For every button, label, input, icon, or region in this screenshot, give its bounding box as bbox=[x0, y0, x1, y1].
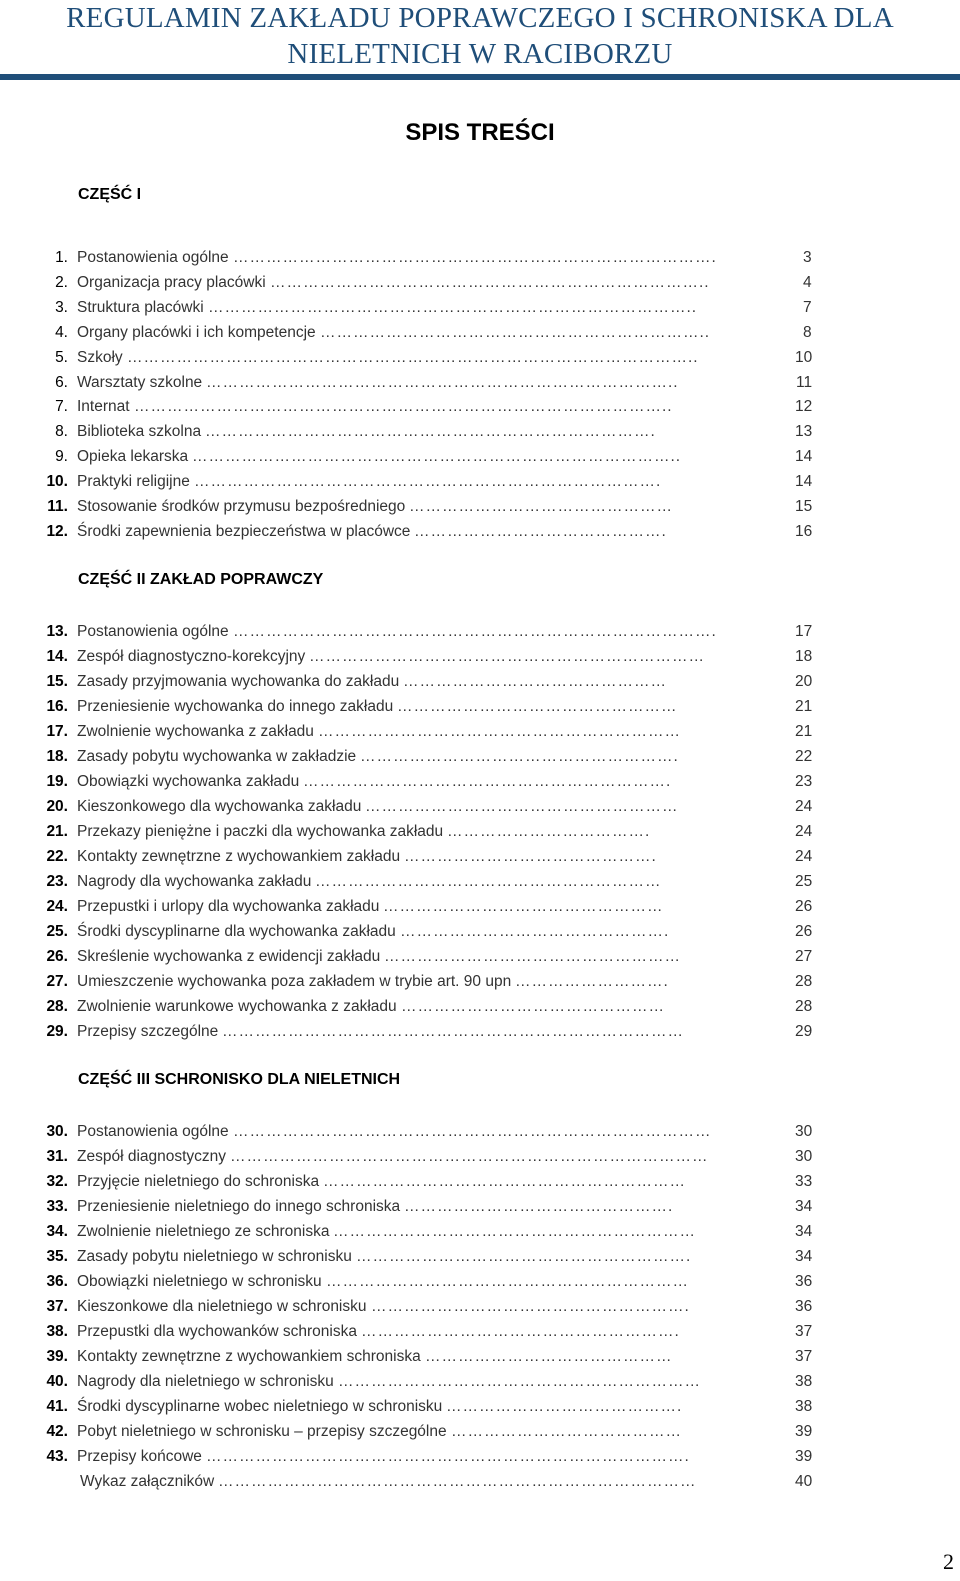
toc-entry-leader: …………………………………………………………….. bbox=[320, 323, 711, 341]
toc-entry bbox=[40, 1021, 840, 1043]
toc-entry bbox=[40, 421, 840, 443]
toc-entry-title: Zespół diagnostyczny bbox=[77, 1148, 227, 1165]
toc-entry bbox=[40, 846, 840, 868]
toc-entry-number: 25. bbox=[46, 923, 68, 940]
toc-entry-number: 29. bbox=[46, 1023, 68, 1040]
toc-entry-page: 10 bbox=[795, 348, 813, 366]
toc-entry-number: 41. bbox=[46, 1398, 68, 1415]
toc-entry-number: 16. bbox=[46, 698, 68, 715]
toc-entry-leader: …………………………………………………………. bbox=[303, 773, 672, 790]
toc-entry-leader: ……………………………………………………………………………. bbox=[206, 1448, 690, 1465]
toc-entry-number: 17. bbox=[46, 723, 68, 740]
toc-entry-number: 42. bbox=[46, 1423, 68, 1440]
header-rule bbox=[0, 74, 960, 80]
toc-entry-page: 20 bbox=[795, 673, 813, 690]
toc-entry-title: Środki zapewnienia bezpieczeństwa w placówce bbox=[77, 522, 411, 540]
toc-entry-title: Praktyki religijne bbox=[77, 473, 190, 491]
toc-entry bbox=[40, 696, 840, 718]
toc-entry-number: 10. bbox=[46, 473, 68, 491]
toc-entry-page: 27 bbox=[795, 948, 813, 965]
toc-entry-number: 8. bbox=[55, 423, 68, 441]
toc-entry-title: Kontakty zewnętrzne z wychowankiem schroniska bbox=[77, 1348, 421, 1365]
toc-entry-number: 38. bbox=[46, 1323, 68, 1340]
toc-entry-title: Środki dyscyplinarne wobec nieletniego w schronisku bbox=[77, 1398, 443, 1415]
toc-entry-leader: ………………………………………… bbox=[403, 673, 667, 690]
toc-entry-number: 28. bbox=[46, 998, 68, 1015]
toc-entry-leader: ………………………………………… bbox=[409, 498, 673, 515]
toc-entry-leader: …………………………………… bbox=[451, 1423, 682, 1440]
toc-entry-title: Opieka lekarska bbox=[77, 448, 189, 466]
toc-entry bbox=[40, 1346, 840, 1368]
toc-entry bbox=[40, 1471, 840, 1493]
toc-entry-title: Warsztaty szkolne bbox=[77, 373, 203, 391]
toc-entry-page: 14 bbox=[795, 473, 813, 491]
toc-entry-number: 27. bbox=[46, 973, 68, 990]
toc-entry-leader: ………………………………………………………… bbox=[338, 1373, 701, 1390]
toc-entry-page: 25 bbox=[795, 873, 813, 890]
toc-entry bbox=[40, 272, 840, 294]
toc-entry-number: 31. bbox=[46, 1148, 68, 1165]
toc-entry-page: 33 bbox=[795, 1173, 813, 1190]
toc-entry-leader: …………………………………………………. bbox=[361, 1323, 680, 1340]
header-line-1: REGULAMIN ZAKŁADU POPRAWCZEGO I SCHRONISKA DLA bbox=[66, 2, 894, 34]
toc-entry-leader: …………………………………………………………………………………….. bbox=[134, 398, 673, 416]
toc-entry bbox=[40, 671, 840, 693]
toc-entry-page: 34 bbox=[795, 1248, 813, 1265]
toc-entry-page: 34 bbox=[795, 1223, 813, 1240]
toc-entry bbox=[40, 971, 840, 993]
toc-entry-number: 4. bbox=[55, 323, 68, 341]
toc-entry-leader: ……………………………………. bbox=[446, 1398, 683, 1415]
toc-entry bbox=[40, 347, 840, 369]
toc-entry-number: 30. bbox=[46, 1123, 68, 1140]
toc-entry-page: 36 bbox=[795, 1298, 813, 1315]
toc-entry-number: 18. bbox=[46, 748, 68, 765]
toc-entry-title: Zasady pobytu wychowanka w zakładzie bbox=[77, 748, 357, 765]
toc-entry-page: 12 bbox=[795, 398, 813, 416]
toc-entry bbox=[40, 247, 840, 269]
toc-entry-title: Przepustki i urlopy dla wychowanka zakładu bbox=[77, 898, 380, 915]
toc-entry bbox=[40, 446, 840, 468]
toc-entry-leader: ………………………………………………………………………… bbox=[222, 1023, 684, 1040]
toc-entry-title: Stosowanie środków przymusu bezpośredniego bbox=[77, 498, 406, 515]
toc-entry-page: 30 bbox=[795, 1148, 813, 1165]
toc-entry-title: Struktura placówki bbox=[77, 298, 204, 316]
toc-entry-leader: …………………………………………………. bbox=[360, 748, 679, 765]
toc-entry-title: Przeniesienie nieletniego do innego schroniska bbox=[77, 1198, 401, 1215]
toc-entry bbox=[40, 297, 840, 319]
toc-entry bbox=[40, 1246, 840, 1268]
toc-entry-page: 29 bbox=[795, 1023, 813, 1040]
toc-entry-number: 39. bbox=[46, 1348, 68, 1365]
toc-entry bbox=[40, 1196, 840, 1218]
toc-entry bbox=[40, 1296, 840, 1318]
toc-entry-page: 26 bbox=[795, 898, 813, 915]
toc-entry-leader: …………………………………………………. bbox=[371, 1298, 690, 1315]
toc-entry-leader: ……………………………………………………………………………. bbox=[233, 623, 717, 640]
toc-entry-leader: ………………………………………………………………………………………….. bbox=[127, 348, 699, 366]
toc-entry-title: Kontakty zewnętrzne z wychowankiem zakładu bbox=[77, 848, 401, 865]
toc-entry-page: 40 bbox=[795, 1473, 813, 1490]
toc-entry bbox=[40, 821, 840, 843]
toc-entry-page: 38 bbox=[795, 1398, 813, 1415]
toc-entry-page: 18 bbox=[795, 648, 813, 665]
toc-entry-page: 24 bbox=[795, 848, 813, 865]
toc-entry bbox=[40, 871, 840, 893]
toc-entry-leader: …………………………………………… bbox=[397, 698, 678, 715]
toc-entry bbox=[40, 921, 840, 943]
toc-entry-number: 21. bbox=[46, 823, 68, 840]
toc-entry-leader: …………………………………………. bbox=[404, 1198, 674, 1215]
toc-entry bbox=[40, 396, 840, 418]
toc-entry bbox=[40, 996, 840, 1018]
toc-entry bbox=[40, 1121, 840, 1143]
toc-entry-page: 24 bbox=[795, 823, 813, 840]
section-heading-1: CZĘŚĆ I bbox=[78, 186, 142, 203]
toc-entry-number: 15. bbox=[46, 673, 68, 690]
toc-entry bbox=[40, 322, 840, 344]
toc-entry-leader: ………………………………………………………………………. bbox=[205, 423, 656, 441]
toc-entry bbox=[40, 771, 840, 793]
toc-entry-title: Zwolnienie warunkowe wychowanka z zakładu bbox=[77, 998, 397, 1015]
toc-entry bbox=[40, 471, 840, 493]
toc-entry-title: Nagrody dla wychowanka zakładu bbox=[77, 873, 312, 890]
toc-entry bbox=[40, 1321, 840, 1343]
toc-entry-page: 26 bbox=[795, 923, 813, 940]
toc-entry-number: 43. bbox=[46, 1448, 68, 1465]
header-line-2: NIELETNICH W RACIBORZU bbox=[287, 38, 673, 70]
toc-entry-leader: ………………………………………………………………………….. bbox=[206, 373, 679, 391]
toc-entry-page: 3 bbox=[803, 249, 812, 266]
toc-entry-leader: ……………………………………… bbox=[425, 1348, 673, 1365]
toc-entry-page: 4 bbox=[803, 273, 812, 291]
toc-entry bbox=[40, 621, 840, 643]
toc-entry-number: 23. bbox=[46, 873, 68, 890]
toc-entry-title: Obowiązki nieletniego w schronisku bbox=[77, 1273, 322, 1290]
toc-entry-page: 36 bbox=[795, 1273, 813, 1290]
toc-entry-leader: ………………………………………… bbox=[401, 998, 665, 1015]
toc-entry-leader: ………………………………………………………… bbox=[326, 1273, 689, 1290]
toc-entry-number: 35. bbox=[46, 1248, 68, 1265]
toc-entry bbox=[40, 1221, 840, 1243]
toc-entry-leader: …………………………………………………………………………….. bbox=[208, 298, 698, 316]
toc-entry-page: 39 bbox=[795, 1448, 813, 1465]
toc-entry-leader: …………………………………………………………………….. bbox=[270, 273, 710, 291]
toc-entry-number: 20. bbox=[46, 798, 68, 815]
toc-entry-leader: …………………………………………………………………………. bbox=[194, 473, 662, 491]
toc-entry-leader: ……………………………………………………………………………. bbox=[233, 249, 717, 266]
toc-entry bbox=[40, 1171, 840, 1193]
toc-entry bbox=[40, 521, 840, 543]
toc-entry-number: 24. bbox=[46, 898, 68, 915]
toc-entry-leader: …………………………………………. bbox=[400, 923, 670, 940]
toc-entry-page: 21 bbox=[795, 698, 813, 715]
toc-entry-number: 19. bbox=[46, 773, 68, 790]
toc-entry-title: Szkoły bbox=[77, 348, 123, 366]
toc-entry-title: Kieszonkowego dla wychowanka zakładu bbox=[77, 798, 362, 815]
toc-entry-leader: …………………………………………………………………………… bbox=[218, 1473, 697, 1490]
toc-entry-number: 3. bbox=[55, 298, 68, 316]
toc-entry-page: 22 bbox=[795, 748, 813, 765]
toc-entry-leader: ……………………………………………………… bbox=[315, 873, 662, 890]
document-header bbox=[0, 0, 960, 80]
toc-entry-leader: …………………………………………………………………………….. bbox=[192, 448, 682, 466]
toc-entry-title: Zespół diagnostyczno-korekcyjny bbox=[77, 648, 306, 665]
toc-entry-number: 33. bbox=[46, 1198, 68, 1215]
toc-entry-number: 14. bbox=[46, 648, 68, 665]
toc-entry-title: Kieszonkowe dla nieletniego w schronisku bbox=[77, 1298, 367, 1315]
toc-entry-page: 37 bbox=[795, 1348, 813, 1365]
toc-entry-leader: ………………………………………. bbox=[404, 848, 657, 865]
page-number: 2 bbox=[943, 1549, 954, 1574]
toc-entry bbox=[40, 946, 840, 968]
toc-entry-number: 5. bbox=[55, 348, 68, 366]
toc-entry-title: Przyjęcie nieletniego do schroniska bbox=[77, 1173, 320, 1190]
toc-entry-title: Wykaz załączników bbox=[80, 1473, 215, 1490]
toc-entry bbox=[40, 721, 840, 743]
section-heading-2: CZĘŚĆ II ZAKŁAD POPRAWCZY bbox=[78, 571, 324, 588]
toc-entry-page: 11 bbox=[796, 373, 813, 391]
section-heading-3: CZĘŚĆ III SCHRONISKO DLA NIELETNICH bbox=[78, 1071, 401, 1088]
toc-entry bbox=[40, 796, 840, 818]
toc-entry-title: Biblioteka szkolna bbox=[77, 423, 202, 441]
toc-entry bbox=[40, 1421, 840, 1443]
toc-entry-page: 16 bbox=[795, 522, 813, 540]
toc-entry-title: Nagrody dla nieletniego w schronisku bbox=[77, 1373, 334, 1390]
toc-entry-title: Środki dyscyplinarne dla wychowanka zakładu bbox=[77, 923, 396, 940]
toc-entry-leader: …………………………………………………………………………… bbox=[230, 1148, 709, 1165]
toc-entry bbox=[40, 1371, 840, 1393]
toc-entry-number: 26. bbox=[46, 948, 68, 965]
toc-entry-title: Postanowienia ogólne bbox=[77, 1123, 229, 1140]
toc-entry-title: Przepustki dla wychowanków schroniska bbox=[77, 1323, 357, 1340]
toc-entry-title: Obowiązki wychowanka zakładu bbox=[77, 773, 300, 790]
toc-entry-page: 24 bbox=[795, 798, 813, 815]
toc-entry-title: Postanowienia ogólne bbox=[77, 249, 229, 266]
toc-entry-leader: …………………………………………………………………………… bbox=[233, 1123, 712, 1140]
toc-entry-leader: ………………………………………………………… bbox=[333, 1223, 696, 1240]
toc-entry-title: Przepisy końcowe bbox=[77, 1448, 202, 1465]
toc-entry-title: Zasady pobytu nieletniego w schronisku bbox=[77, 1248, 352, 1265]
toc-entry-title: Zwolnienie wychowanka z zakładu bbox=[77, 723, 314, 740]
toc-entry-page: 14 bbox=[795, 448, 813, 466]
toc-entry-number: 36. bbox=[46, 1273, 68, 1290]
toc-title: SPIS TREŚCI bbox=[405, 119, 555, 146]
toc-entry-page: 17 bbox=[795, 623, 813, 640]
toc-entry-page: 30 bbox=[795, 1123, 813, 1140]
toc-entry-page: 21 bbox=[795, 723, 813, 740]
toc-entry-page: 8 bbox=[803, 323, 812, 341]
toc-entry-title: Przekazy pieniężne i paczki dla wychowanka zakładu bbox=[77, 823, 444, 840]
toc-entry bbox=[40, 1446, 840, 1468]
toc-entry-number: 9. bbox=[55, 448, 68, 466]
toc-entry-title: Organizacja pracy placówki bbox=[77, 273, 266, 291]
toc-entry-number: 1. bbox=[55, 249, 68, 266]
toc-entry-page: 28 bbox=[795, 998, 813, 1015]
toc-entry-leader: ………………………………………………………… bbox=[323, 1173, 686, 1190]
toc-entry-leader: ………………………………………………………… bbox=[318, 723, 681, 740]
toc-entry-page: 23 bbox=[795, 773, 813, 790]
toc-entry bbox=[40, 1271, 840, 1293]
toc-entry-page: 28 bbox=[795, 973, 813, 990]
toc-entry-page: 38 bbox=[795, 1373, 813, 1390]
toc-entry-page: 39 bbox=[795, 1423, 813, 1440]
toc-entry-page: 37 bbox=[795, 1323, 813, 1340]
toc-entry-number: 11. bbox=[47, 498, 68, 515]
toc-entry bbox=[40, 646, 840, 668]
toc-entry-title: Zwolnienie nieletniego ze schroniska bbox=[77, 1223, 330, 1240]
toc-entry-page: 7 bbox=[803, 298, 812, 316]
toc-entry-leader: ……………………………………………………. bbox=[356, 1248, 692, 1265]
toc-entry-number: 34. bbox=[46, 1223, 68, 1240]
toc-entry-number: 13. bbox=[46, 623, 68, 640]
toc-entry-title: Zasady przyjmowania wychowanka do zakładu bbox=[77, 673, 400, 690]
toc-entry-number: 7. bbox=[55, 398, 68, 416]
toc-entry bbox=[40, 896, 840, 918]
toc-entry-leader: ……………………………………………… bbox=[384, 948, 681, 965]
toc-entry bbox=[40, 746, 840, 768]
toc-entry bbox=[40, 372, 840, 394]
toc-entry-leader: ………………………………………. bbox=[414, 522, 667, 540]
toc-entry-title: Umieszczenie wychowanka poza zakładem w trybie art. 90 upn bbox=[77, 973, 512, 990]
toc-entry-title: Pobyt nieletniego w schronisku – przepisy szczególne bbox=[77, 1423, 447, 1440]
toc-entry-page: 13 bbox=[795, 423, 813, 441]
toc-entry-title: Skreślenie wychowanka z ewidencji zakładu bbox=[77, 948, 381, 965]
toc-entry-number: 2. bbox=[55, 273, 68, 291]
toc-entry-number: 6. bbox=[55, 373, 68, 391]
toc-entry-leader: …………………………………………… bbox=[383, 898, 664, 915]
toc-entry bbox=[40, 496, 840, 518]
toc-entry-title: Postanowienia ogólne bbox=[77, 623, 229, 640]
toc-entry-number: 22. bbox=[46, 848, 68, 865]
toc-entry-page: 34 bbox=[795, 1198, 813, 1215]
toc-entry-leader: ………………………………………………… bbox=[365, 798, 679, 815]
toc-entry-leader: ………………………. bbox=[515, 973, 669, 990]
toc-entry-number: 32. bbox=[46, 1173, 68, 1190]
toc-entry bbox=[40, 1396, 840, 1418]
toc-entry-title: Organy placówki i ich kompetencje bbox=[77, 323, 316, 341]
toc-entry-title: Przeniesienie wychowanka do innego zakładu bbox=[77, 698, 394, 715]
toc-entry bbox=[40, 1146, 840, 1168]
toc-entry-leader: ………………………………. bbox=[447, 823, 651, 840]
toc-entry-number: 37. bbox=[46, 1298, 68, 1315]
toc-entry-leader: ……………………………………………………………… bbox=[309, 648, 705, 665]
toc-entry-title: Przepisy szczególne bbox=[77, 1023, 219, 1040]
toc-entry-number: 40. bbox=[46, 1373, 68, 1390]
toc-entry-number: 12. bbox=[46, 522, 68, 540]
toc-entry-page: 15 bbox=[795, 498, 813, 515]
toc-entry-title: Internat bbox=[77, 398, 130, 416]
